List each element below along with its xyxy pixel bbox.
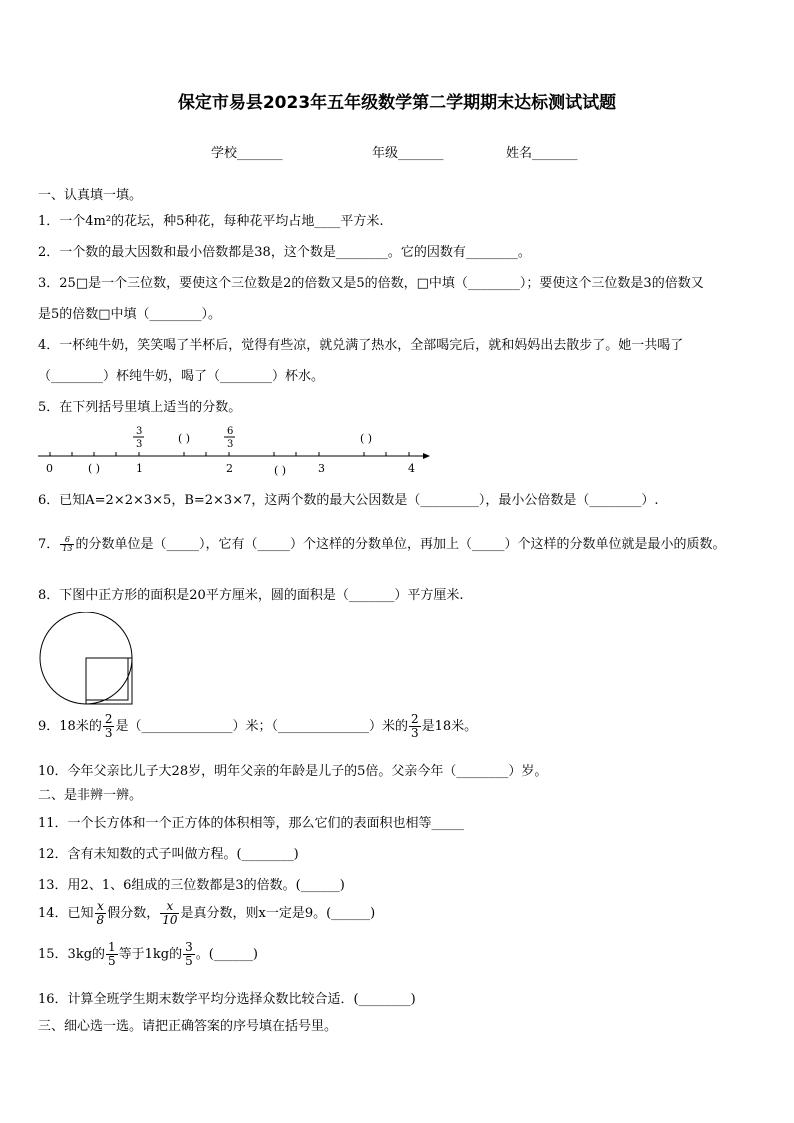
tick-label-3: 3 [318, 462, 325, 475]
question-2: 2．一个数的最大因数和最小倍数都是38，这个数是________。它的因数有________。 [38, 245, 531, 260]
question-8: 8．下图中正方形的面积是20平方厘米，圆的面积是（_______）平方厘米. [38, 588, 464, 603]
page-title: 保定市易县2023年五年级数学第二学期期末达标测试试题 [177, 93, 617, 113]
q14-fraction-1: $\frac{x}{8}$ [96, 899, 105, 927]
tick-label-4: 4 [408, 462, 415, 475]
question-15: 15．3kg的 $\frac{1}{5}$ 等于1kg的 $\frac{3}{5}$ 。(______) [38, 940, 258, 968]
q15-fraction-1: $\frac{1}{5}$ [108, 940, 116, 968]
number-line [38, 420, 438, 480]
blank-above-2[interactable]: ( ) [360, 432, 373, 445]
section-1-heading: 一、认真填一填。 [38, 188, 143, 203]
grade-field[interactable]: 年级_______ [372, 146, 444, 161]
question-11: 11．一个长方体和一个正方体的体积相等，那么它们的表面积也相等_____ [38, 816, 465, 831]
circle-square-figure [38, 612, 138, 708]
q7-text: 的分数单位是（_____），它有（_____）个这样的分数单位，再加上（_____）个这样的分数单位就是最小的质数。 [75, 537, 726, 552]
tick-label-0: 0 [46, 462, 53, 475]
q7-number: 7． [38, 537, 60, 552]
question-7 [38, 533, 725, 553]
question-13: 13．用2、1、6组成的三位数都是3的倍数。(______) [38, 878, 345, 893]
name-field[interactable]: 姓名_______ [506, 146, 578, 161]
tick-label-1: 1 [136, 462, 143, 475]
question-5: 5．在下列括号里填上适当的分数。 [38, 400, 242, 415]
question-9: 9．18米的 $\frac{2}{3}$ 是（______________）米；（______________）米的 $\frac{2}{3}$ 是18米。 [38, 712, 478, 740]
question-4-line-2: （________）杯纯牛奶，喝了（________）杯水。 [38, 369, 325, 384]
frac-a-den: 3 [136, 439, 143, 450]
section-2-heading: 二、是非辨一辨。 [38, 788, 143, 803]
question-12: 12．含有未知数的式子叫做方程。(________) [38, 847, 299, 862]
frac-b-num: 6 [227, 426, 234, 437]
question-4-line-1: 4．一杯纯牛奶，笑笑喝了半杯后，觉得有些凉，就兑满了热水，全部喝完后，就和妈妈出去散步了。她一共喝了 [38, 338, 684, 353]
section-3-heading: 三、细心选一选。请把正确答案的序号填在括号里。 [38, 1019, 338, 1034]
question-6: 6．已知A=2×2×3×5，B=2×3×7，这两个数的最大公因数是（_________），最小公倍数是（________）. [38, 493, 659, 508]
q15-fraction-2: $\frac{3}{5}$ [185, 940, 193, 968]
question-14: 14．已知 $\frac{x}{8}$ 假分数， $\frac{x}{10}$ 是真分数，则x一定是9。(______) [38, 899, 376, 927]
blank-below-1[interactable]: ( ) [88, 462, 101, 475]
q9-fraction-1: $\frac{2}{3}$ [104, 712, 113, 740]
question-3-line-1: 3．25□是一个三位数，要使这个三位数是2的倍数又是5的倍数，□中填（________）；要使这个三位数是3的倍数又 [38, 276, 704, 291]
question-3-line-2: 是5的倍数□中填（________）。 [38, 307, 222, 322]
frac-b-den: 3 [227, 439, 234, 450]
q7-fraction: $\frac{6}{13}$ [62, 535, 73, 553]
blank-above-1[interactable]: ( ) [178, 432, 191, 445]
question-10: 10．今年父亲比儿子大28岁，明年父亲的年龄是儿子的5倍。父亲今年（________）岁。 [38, 764, 548, 779]
q9-fraction-2: $\frac{2}{3}$ [410, 712, 419, 740]
question-16: 16．计算全班学生期末数学平均分选择众数比较合适．(________) [38, 992, 416, 1007]
blank-below-2[interactable]: ( ) [274, 464, 287, 477]
q14-fraction-2: $\frac{x}{10}$ [162, 899, 178, 927]
question-1: 1．一个4m²的花坛，种5种花，每种花平均占地____平方米. [38, 214, 384, 229]
tick-label-2: 2 [226, 462, 233, 475]
frac-a-num: 3 [136, 426, 143, 437]
school-field[interactable]: 学校_______ [211, 146, 283, 161]
